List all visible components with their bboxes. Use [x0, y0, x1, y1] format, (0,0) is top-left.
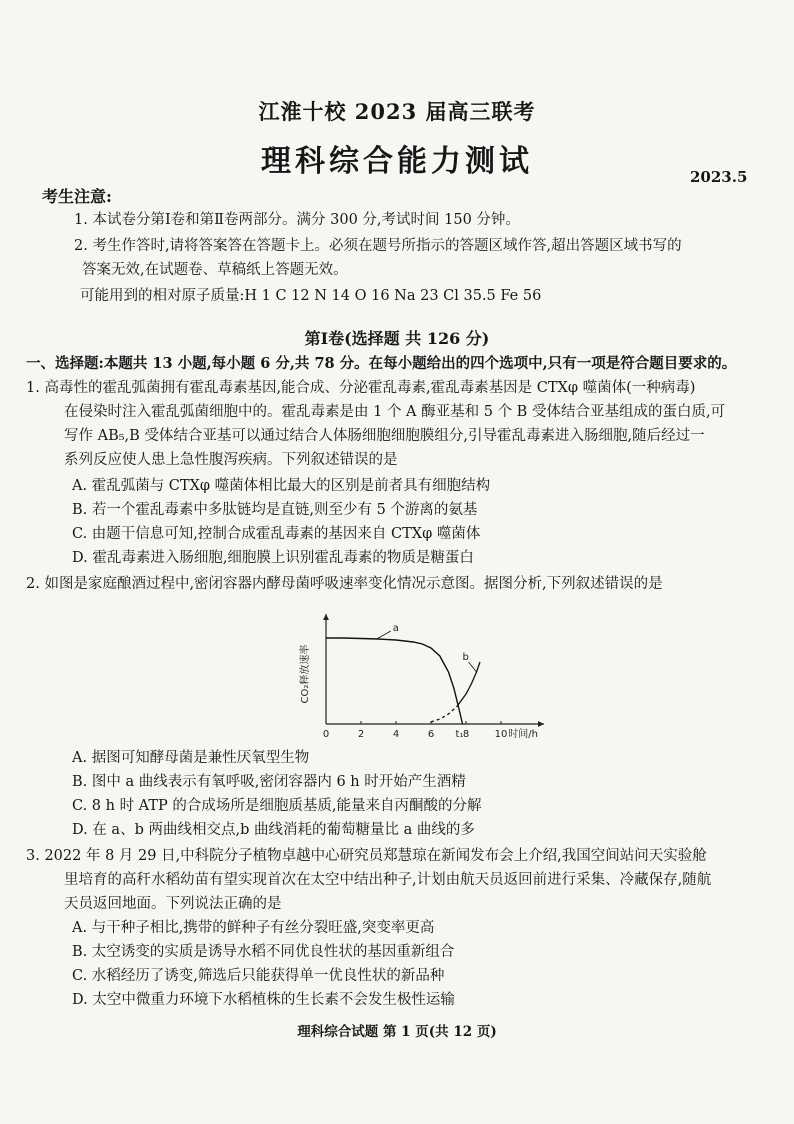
- x-tick-label: 0: [322, 729, 330, 740]
- notice-item-1: 1. 本试卷分第Ⅰ卷和第Ⅱ卷两部分。满分 300 分,考试时间 150 分钟。: [74, 212, 520, 228]
- exam-title: 理科综合能力测试: [261, 144, 533, 179]
- y-axis-title: CO₂释放速率: [300, 644, 311, 704]
- q2-option-c: C. 8 h 时 ATP 的合成场所是细胞质基质,能量来自丙酮酸的分解: [72, 798, 482, 814]
- exam-date: 2023.5: [690, 168, 748, 186]
- q2-stem-1: 2. 如图是家庭酿酒过程中,密闭容器内酵母菌呼吸速率变化情况示意图。据图分析,下列叙述错误的是: [26, 576, 663, 592]
- q3-option-a: A. 与干种子相比,携带的鲜种子有丝分裂旺盛,突变率更高: [72, 920, 435, 936]
- q3-option-c: C. 水稻经历了诱变,筛选后只能获得单一优良性状的新品种: [72, 968, 445, 984]
- series-b-line-dashed: [431, 706, 457, 722]
- page-footer: 理科综合试题 第 1 页(共 12 页): [297, 1024, 497, 1040]
- notice-item-2: 2. 考生作答时,请将答案答在答题卡上。必须在题号所指示的答题区域作答,超出答题区域书写的: [74, 238, 682, 254]
- q1-stem-2: 在侵染时注入霍乱弧菌细胞中的。霍乱毒素是由 1 个 A 酶亚基和 5 个 B 受体结合亚基组成的蛋白质,可: [64, 404, 726, 420]
- atomic-masses: 可能用到的相对原子质量:H 1 C 12 N 14 O 16 Na 23 Cl 35.5 Fe 56: [80, 288, 542, 304]
- q3-option-b: B. 太空诱变的实质是诱导水稻不同优良性状的基因重新组合: [72, 944, 455, 960]
- q3-stem-1: 3. 2022 年 8 月 29 日,中科院分子植物卓越中心研究员郑慧琼在新闻发布会上介绍,我国空间站问天实验舱: [26, 848, 707, 864]
- x-tick-label: 6: [427, 729, 435, 740]
- q1-stem-1: 1. 高毒性的霍乱弧菌拥有霍乱毒素基因,能合成、分泌霍乱毒素,霍乱毒素基因是 CTXφ 噬菌体(一种病毒): [26, 380, 696, 396]
- q3-stem-3: 天员返回地面。下列说法正确的是: [64, 896, 282, 912]
- series-a-label: a: [392, 623, 399, 634]
- respiration-chart-svg: [296, 612, 556, 748]
- section-title: 第Ⅰ卷(选择题 共 126 分): [304, 329, 490, 348]
- q3-option-d: D. 太空中微重力环境下水稻植株的生长素不会发生极性运输: [72, 992, 455, 1008]
- x-tick-label: 4: [392, 729, 400, 740]
- respiration-chart: [296, 612, 556, 748]
- q1-stem-3: 写作 AB₅,B 受体结合亚基可以通过结合人体肠细胞细胞膜组分,引导霍乱毒素进入肠细胞,随后经过一: [64, 428, 705, 444]
- q1-option-a: A. 霍乱弧菌与 CTXφ 噬菌体相比最大的区别是前者具有细胞结构: [72, 478, 491, 494]
- x-tick-label: 8: [462, 729, 470, 740]
- x-axis-title: 时间/h: [508, 729, 538, 740]
- section-instructions: 一、选择题:本题共 13 小题,每小题 6 分,共 78 分。在每小题给出的四个选项中,只有一项是符合题目要求的。: [26, 355, 737, 372]
- q3-stem-2: 里培育的高秆水稻幼苗有望实现首次在太空中结出种子,计划由航天员返回前进行采集、冷藏保存,随航: [64, 872, 712, 888]
- series-b-label: b: [462, 652, 469, 663]
- series-a-leader: [377, 631, 391, 639]
- x-tick-label: 2: [357, 729, 365, 740]
- q1-option-b: B. 若一个霍乱毒素中多肽链均是直链,则至少有 5 个游离的氨基: [72, 502, 478, 518]
- notice-title: 考生注意:: [42, 187, 112, 206]
- q2-option-a: A. 据图可知酵母菌是兼性厌氧型生物: [72, 750, 310, 766]
- q2-option-b: B. 图中 a 曲线表示有氧呼吸,密闭容器内 6 h 时开始产生酒精: [72, 774, 466, 790]
- x-tick-label: 10: [494, 729, 508, 740]
- series-b-line: [457, 662, 480, 706]
- x-axis-arrow: [538, 721, 544, 727]
- notice-item-2-cont: 答案无效,在试题卷、草稿纸上答题无效。: [82, 262, 348, 278]
- q2-option-d: D. 在 a、b 两曲线相交点,b 曲线消耗的葡萄糖量比 a 曲线的多: [72, 822, 475, 838]
- exam-subtitle: 江淮十校 2023 届高三联考: [258, 99, 536, 124]
- t1-label: t₁: [455, 729, 464, 740]
- series-a-line: [326, 638, 463, 724]
- q1-stem-4: 系列反应使人患上急性腹泻疾病。下列叙述错误的是: [64, 452, 398, 468]
- q1-option-c: C. 由题干信息可知,控制合成霍乱毒素的基因来自 CTXφ 噬菌体: [72, 526, 481, 542]
- y-axis-arrow: [323, 614, 329, 620]
- q1-option-d: D. 霍乱毒素进入肠细胞,细胞膜上识别霍乱毒素的物质是糖蛋白: [72, 550, 474, 566]
- series-b-leader: [469, 662, 477, 672]
